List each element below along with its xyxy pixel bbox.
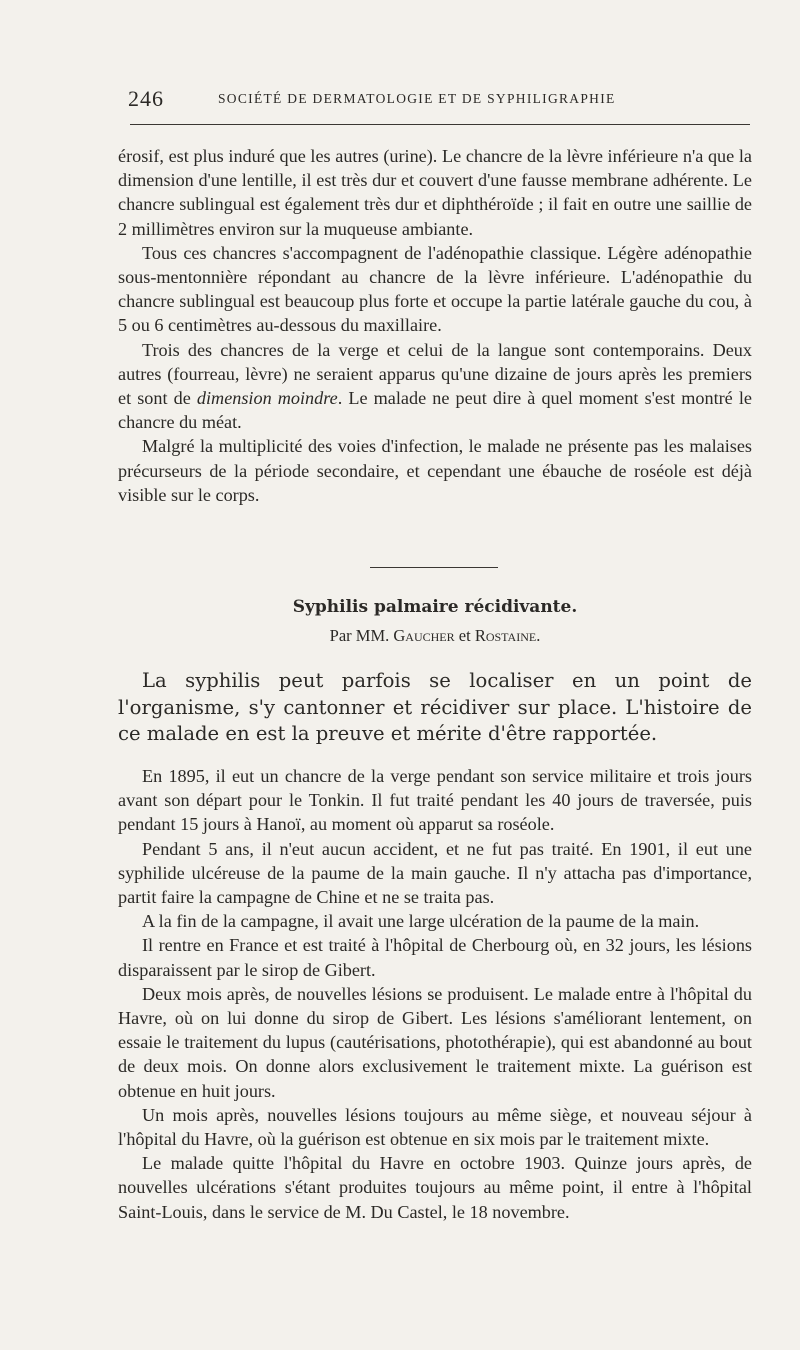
page-header (118, 86, 750, 110)
author-name: Gaucher (393, 626, 455, 645)
paragraph: Il rentre en France et est traité à l'hôpital de Cherbourg où, en 32 jours, les lésions disparaissent par le sirop de Gibert. (118, 935, 752, 980)
paragraph: A la fin de la campagne, il avait une large ulcération de la paume de la main. (142, 911, 700, 932)
paragraph: En 1895, il eut un chancre de la verge pendant son service militaire et trois jours avant son départ pour le Tonkin. Il fut traité pendant les 40 jours de traversée, puis pendant 15 jours à Hanoï, au moment où apparut sa roséole. (118, 766, 752, 835)
author-name: Rostaine (474, 626, 537, 645)
paragraph: Le malade quitte l'hôpital du Havre en octobre 1903. Quinze jours après, de nouvelles ulcérations s'étant produites toujours au même point, il entre à l'hôpital Saint-Louis, dans le service de M. Du Castel, le 18 novembre. (118, 1153, 752, 1222)
header-rule (130, 124, 750, 125)
article-lead (118, 668, 752, 748)
previous-article-continuation (118, 144, 752, 507)
paragraph: Pendant 5 ans, il n'eut aucun accident, et ne fut pas traité. En 1901, il eut une syphilide ulcéreuse de la paume de la main gauche. Il n'y attacha pas d'importance, partit faire la campagne de Chine et ne se traita pas. (118, 838, 752, 908)
paragraph: érosif, est plus induré que les autres (urine). Le chancre de la lèvre inférieure n'a que la dimension d'une lentille, il est très dur et couvert d'une fausse membrane adhérente. Le chancre sublingual est également très dur et diphthéroïde ; il fait en outre une saillie de 2 millimètres environ sur la muqueuse ambiante. (118, 146, 752, 239)
article-body (118, 764, 752, 1224)
paragraph: Tous ces chancres s'accompagnent de l'adénopathie classique. Légère adénopathie sous-mentonnière répondant au chancre de la lèvre inférieure. L'adénopathie du chancre sublingual est beaucoup plus forte et occupe la partie latérale gauche du cou, à 5 ou 6 centimètres au-dessous du maxillaire. (118, 242, 752, 336)
paragraph: Un mois après, nouvelles lésions toujours au même siège, et nouveau séjour à l'hôpital du Havre, où la guérison est obtenue en six mois par le traitement mixte. (118, 1104, 752, 1150)
paragraph: Deux mois après, de nouvelles lésions se produisent. Le malade entre à l'hôpital du Havre, où on lui donne du sirop de Gibert. Les lésions s'améliorant lentement, on essaie le traitement du lupus (cautérisations, photothérapie), qui est abandonné au bout de deux mois. On donne alors exclusivement le traitement mixte. La guérison est obtenue en huit jours. (118, 983, 752, 1101)
article-authors: Par MM. Gaucher et Rostaine. (329, 626, 541, 645)
paragraph: Malgré la multiplicité des voies d'infection, le malade ne présente pas les malaises précurseurs de la période secondaire, et cependant une ébauche de roséole est déjà visible sur le corps. (118, 436, 752, 505)
article-title: Syphilis palmaire récidivante. (292, 597, 578, 617)
lead-paragraph: La syphilis peut parfois se localiser en un point de l'organisme, s'y cantonner et récidiver sur place. L'histoire de ce malade en est la preuve et mérite d'être rapportée. (118, 669, 752, 745)
section-divider (370, 567, 498, 568)
page-number: 246 (128, 86, 164, 111)
running-title: SOCIÉTÉ DE DERMATOLOGIE ET DE SYPHILIGRAPHIE (218, 91, 616, 106)
paragraph: Trois des chancres de la verge et celui de la langue sont contemporains. Deux autres (fourreau, lèvre) ne seraient apparus qu'une dizaine de jours après les premiers et sont de dimension moindre. Le malade ne peut dire à quel moment s'est montré le chancre du méat. (118, 339, 752, 433)
